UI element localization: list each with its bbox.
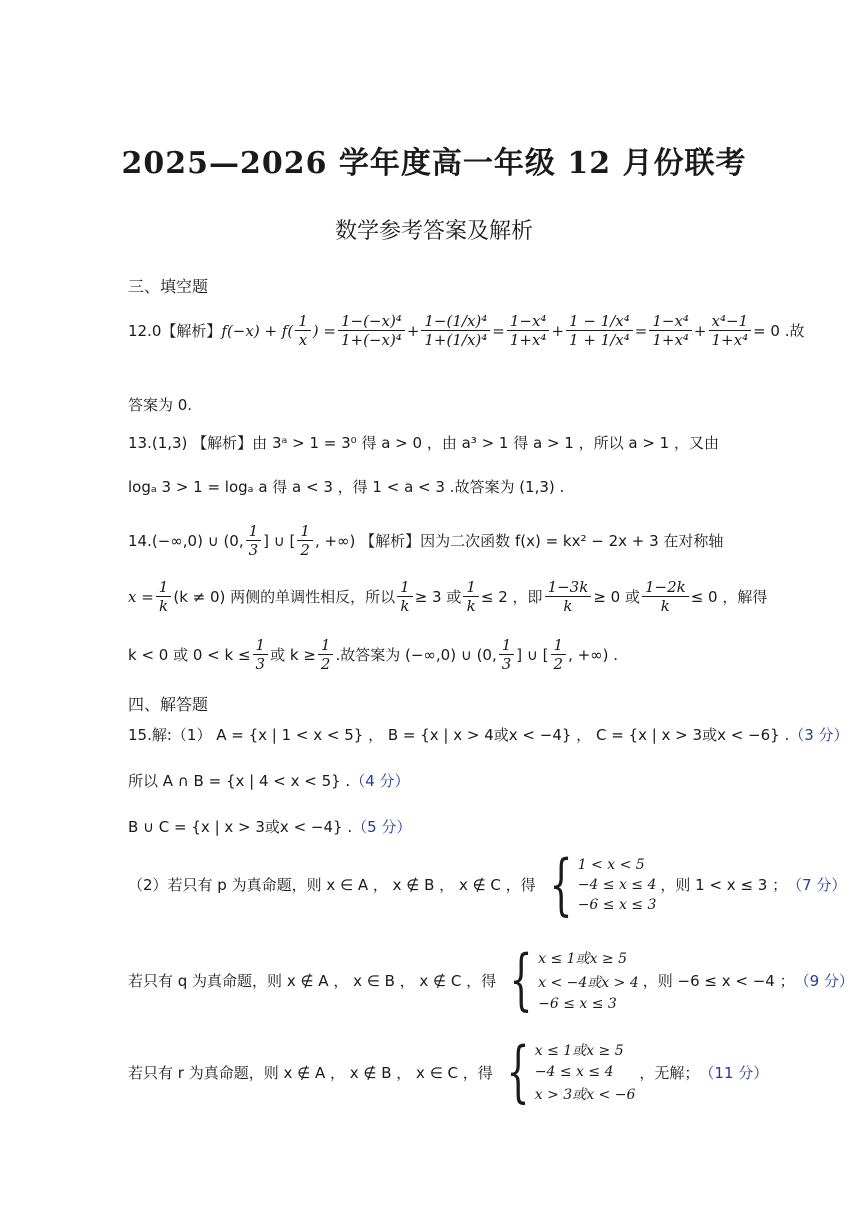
score-badge: （7 分） bbox=[787, 876, 847, 895]
section-heading-answers: 四、解答题 bbox=[128, 695, 209, 714]
score-badge: （3 分） bbox=[789, 726, 849, 744]
q15-case-q: 若只有 q 为真命题，则 x ∉ A ， x ∈ B ， x ∉ C ，得 { x ≤ 1或x ≥ 5 x < −4或x > 4 −6 ≤ x ≤ 3 ，则 −6 ≤ x < −4 ； （9 分） bbox=[128, 941, 854, 1019]
q14-line-2: x = $\frac{1}{k}$ (k ≠ 0) 两侧的单调性相反，所以 $\frac{1}{k}$ ≥ 3 或 $\frac{1}{k}$ ≤ 2 ，即 $\frac{1-3k}{k}$ ≥ 0 或 $\frac{1-2k}{k}$ ≤ 0 ，解得 bbox=[128, 578, 768, 615]
q13-line-1: 13.(1,3) 【解析】由 3ᵃ > 1 = 3⁰ 得 a > 0 ，由 a³ > 1 得 a > 1 ，所以 a > 1 ，又由 bbox=[128, 434, 719, 452]
fraction: $\frac{1}{2}$ bbox=[551, 636, 567, 673]
fraction: $\frac{\text{1 − 1/x⁴}}{\text{1 + 1/x⁴}}$ bbox=[566, 312, 633, 349]
fraction: $\frac{1}{3}$ bbox=[253, 636, 269, 673]
score-badge: （9 分） bbox=[794, 971, 854, 990]
q15-line-2: 所以 A ∩ B = {x | 4 < x < 5} .（4 分） bbox=[128, 772, 410, 790]
q15-case-p: （2）若只有 p 为真命题，则 x ∈ A ， x ∉ B ， x ∉ C ，得 { 1 < x < 5 −4 ≤ x ≤ 4 −6 ≤ x ≤ 3 ，则 1 < x ≤ 3 ； （7 分） bbox=[128, 846, 847, 923]
equation-system: { 1 < x < 5 −4 ≤ x ≤ 4 −6 ≤ x ≤ 3 bbox=[549, 846, 657, 923]
fraction: $\frac{1}{x}$ bbox=[295, 312, 311, 349]
q12-label: 12.0【解析】 bbox=[128, 322, 222, 340]
score-badge: （4 分） bbox=[350, 772, 410, 790]
q14-line-1: 14.(−∞,0) ∪ (0, $\frac{1}{3}$ ] ∪ [ $\frac{1}{2}$ , +∞) 【解析】因为二次函数 f(x) = kx² − 2x + 3 在对称轴 bbox=[128, 522, 724, 559]
q12-solution: 12.0【解析】 f(−x) + f( $\frac{1}{x}$ ) = $\frac{\text{1−(−x)⁴}}{\text{1+(−x)⁴}}$ + $\frac{\text{1−(1/x)⁴}}{\text{1+(1/x)⁴}}$ = $\frac{\text{1−x⁴}}{\text{1+x⁴}}$ + $\frac{\text{1 − 1/x⁴}}{\text{1 + 1/x⁴}}$ = $\frac{\text{1−x⁴}}{\text{1+x⁴}}$ + $\frac{\text{x⁴−1}}{\text{1+x⁴}}$ = 0 .故 bbox=[128, 312, 805, 349]
q15-case-r: 若只有 r 为真命题，则 x ∉ A ， x ∉ B ， x ∈ C ，得 { x ≤ 1或x ≥ 5 −4 ≤ x ≤ 4 x > 3或x < −6 ，无解； （11 分） bbox=[128, 1033, 769, 1111]
fraction: $\frac{1}{3}$ bbox=[499, 636, 515, 673]
fraction: $\frac{\text{1−(1/x)⁴}}{\text{1+(1/x)⁴}}$ bbox=[421, 312, 490, 349]
fraction: $\frac{\text{1−(−x)⁴}}{\text{1+(−x)⁴}}$ bbox=[338, 312, 405, 349]
fraction: $\frac{1}{2}$ bbox=[318, 636, 334, 673]
fraction: $\frac{\text{1−x⁴}}{\text{1+x⁴}}$ bbox=[507, 312, 550, 349]
document-title: 2025—2026 学年度高一年级 12 月份联考 bbox=[121, 146, 747, 181]
section-heading-fill-in: 三、填空题 bbox=[128, 277, 209, 296]
score-badge: （11 分） bbox=[699, 1063, 769, 1082]
equation-system: { x ≤ 1或x ≥ 5 −4 ≤ x ≤ 4 x > 3或x < −6 bbox=[506, 1033, 636, 1111]
q15-line-1: 15.解:（1） A = {x | 1 < x < 5} ， B = {x | x > 4或x < −4} ， C = {x | x > 3或x < −6} .（3 分） bbox=[128, 726, 849, 744]
fraction: $\frac{1-3k}{k}$ bbox=[545, 578, 592, 615]
q15-line-3: B ∪ C = {x | x > 3或x < −4} .（5 分） bbox=[128, 818, 412, 836]
q12-answer-line: 答案为 0. bbox=[128, 396, 193, 414]
fraction: $\frac{\text{1−x⁴}}{\text{1+x⁴}}$ bbox=[649, 312, 692, 349]
fraction: $\frac{1}{3}$ bbox=[246, 522, 262, 559]
score-badge: （5 分） bbox=[352, 818, 412, 836]
fraction: $\frac{1}{2}$ bbox=[297, 522, 313, 559]
q14-line-3: k < 0 或 0 < k ≤ $\frac{1}{3}$ 或 k ≥ $\frac{1}{2}$ .故答案为 (−∞,0) ∪ (0, $\frac{1}{3}$ ] ∪ [ $\frac{1}{2}$ , +∞) . bbox=[128, 636, 619, 673]
fraction: $\frac{1-2k}{k}$ bbox=[642, 578, 689, 615]
fraction: $\frac{1}{k}$ bbox=[397, 578, 413, 615]
fraction: $\frac{1}{k}$ bbox=[156, 578, 172, 615]
document-subtitle: 数学参考答案及解析 bbox=[334, 219, 533, 244]
q13-line-2: logₐ 3 > 1 = logₐ a 得 a < 3 ，得 1 < a < 3 .故答案为 (1,3) . bbox=[128, 478, 565, 496]
fraction: $\frac{1}{k}$ bbox=[463, 578, 479, 615]
fraction: $\frac{\text{x⁴−1}}{\text{1+x⁴}}$ bbox=[709, 312, 752, 349]
equation-system: { x ≤ 1或x ≥ 5 x < −4或x > 4 −6 ≤ x ≤ 3 bbox=[509, 941, 639, 1019]
